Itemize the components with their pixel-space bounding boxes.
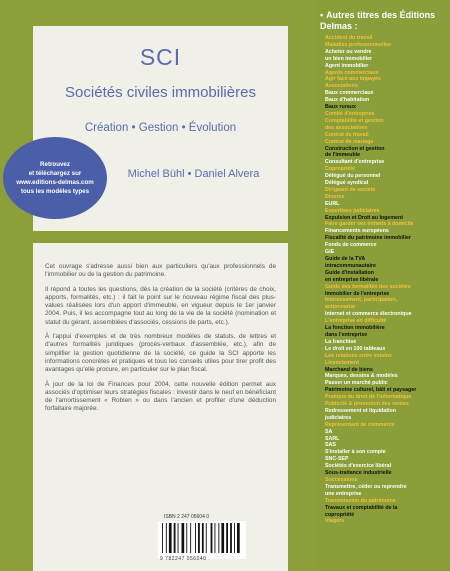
other-title-item: Comptabilité et gestion [325,117,384,124]
other-title-item: Associations [325,83,358,90]
other-title-item: Financements européens [325,228,389,235]
other-title-item: Contrat de mariage [325,138,374,145]
book-authors: Michel Bühl • Daniel Alvera [127,168,260,180]
barcode-bar [162,523,163,553]
other-title-item: dans l'entreprise [325,331,368,338]
badge-line: et téléchargez sur [28,170,82,177]
other-title-item: Licenciement [325,359,359,366]
other-title-item: Guide d'installation [325,269,374,276]
other-title-item: Transmission du patrimoine [325,497,396,504]
other-title-item: Accident du travail [325,35,373,41]
barcode-bar [215,523,216,553]
other-title-item: Baux commerciaux [325,90,374,97]
other-title-item: SA [325,428,333,435]
barcode-bars [158,521,246,555]
barcode-bar [182,523,185,553]
other-titles-heading: Autres titres des Éditions Delmas : [320,10,436,31]
barcode-bar [198,523,200,553]
other-title-item: Contrat de travail [325,131,369,138]
barcode-bar [202,523,204,553]
other-title-item: Guide des formalités des sociétés [325,283,411,290]
other-title-item: Représentant de commerce [325,421,395,428]
other-title-item: Publicité & promotion des ventes [325,401,409,408]
barcode [158,521,246,559]
other-title-item: Faire garder ses enfants à domicile [325,221,414,228]
other-title-item: S'installer à son compte [325,449,386,456]
book-title: SCI [139,44,182,70]
other-title-item: de l'immeuble [325,152,361,159]
barcode-bar [169,523,172,553]
description-paragraph: À l'appui d'exemples et de très nombreux modèles de statuts, de lettres et d'autres formalités juridiques (procès-verbaux d'assemblée, etc.), afin de simplifier la gestion quotidienne de la société, ce guide la SCI apporte les informations concrètes et pratiques et tous les conseils utiles pour tirer profit des avantages qu'elle procure, en particulier sur le plan fiscal. [45,333,276,374]
barcode-bar [237,523,240,553]
description-paragraph: Il répond à toutes les questions, dès la création de la société (critères de choix, apports, formalités, etc.) : il fait le point sur le nouveau régime fiscal des plus-values réalisées lors d'un apport d'immeuble, en vigueur depuis le 1er janvier 2004. Puis, il les accompagne tout au long de la vie de la société (nomination et statut du gérant, assemblées d'associés, cessions de parts, etc.). [45,285,276,326]
other-title-item: Acheter ou vendre [325,48,372,55]
other-title-item: Fiscalité du patrimoine immobilier [325,235,411,242]
barcode-bar [166,523,167,553]
other-title-item: Viagers [325,518,345,525]
other-title-item: un bien immobilier [325,55,373,62]
badge-line: tous les modèles types [20,188,90,195]
barcode-bar [186,523,187,553]
description-paragraph: Cet ouvrage s'adresse aussi bien aux particuliers qu'aux professionnels de l'immobilier ou de la gestion du patrimoine. [45,263,276,279]
other-title-item: SARL [325,435,340,442]
other-title-item: Expertises judiciaires [325,207,380,214]
barcode-bar [174,523,176,553]
barcode-bar [178,523,179,553]
other-title-item: Redressement et liquidation [325,407,396,414]
book-tagline: Création • Gestion • Évolution [84,122,237,134]
description-text [45,263,276,420]
other-titles-list [325,35,448,525]
other-title-item: EURL [325,200,340,207]
barcode-bar [230,523,232,553]
other-title-item: Délégué du personnel [325,173,381,180]
other-title-item: Patrimoine culturel, bâti et paysager [325,387,417,394]
other-title-item: Pratique du droit de l'informatique [325,394,412,401]
other-title-item: Expulsion et Droit au logement [325,214,403,221]
other-title-item: Maladies professionnelles [325,41,391,48]
barcode-bar [195,523,196,553]
other-title-item: Fonds de commerce [325,242,377,249]
other-title-item: une entreprise [325,490,362,497]
other-title-item: GIE [325,249,335,256]
barcode-bar [221,523,224,553]
other-title-item: Agent immobilier [325,62,369,69]
other-title-item: Agir face aux impayés [325,76,381,83]
other-title-item: Transmettre, céder ou reprendre [325,483,407,490]
other-title-item: Immobilier de l'entreprise [325,290,390,297]
description-paragraph: À jour de la loi de Finances pour 2004, cette nouvelle édition permet aux associés d'optimiser leurs stratégies fiscales : investir dans le neuf en bénéficiant de l'amortissement « Robien » ou dans l'ancien et profiter d'une déduction forfaitaire majorée. [45,380,276,413]
other-title-item: Le droit en 100 tableaux [325,345,386,352]
barcode-bar [190,523,191,553]
other-title-item: Agents commerciaux [325,69,379,76]
other-title-item: Consultant d'entreprise [325,159,385,166]
other-title-item: intracommunautaire [325,262,376,269]
other-title-item: Guide de la TVA [325,256,366,262]
other-title-item: Marques, dessins & modèles [325,373,398,380]
other-title-item: La fonction immobilière [325,325,385,332]
other-title-item: Marchand de biens [325,366,373,373]
barcode-bar [234,523,235,553]
other-title-item: Dirigeant de société [325,186,376,193]
barcode-bar [206,523,207,553]
barcode-number: 9 782247 056040 [160,556,207,562]
other-title-item: Construction et gestion [325,145,385,152]
other-title-item: L'entreprise en difficulté [325,318,387,325]
isbn-label: ISBN 2 247 05604 0 [164,514,210,520]
other-title-item: Baux ruraux [325,104,356,111]
other-title-item: Sociétés d'exercice libéral [325,463,392,470]
badge-line: Retrouvez [40,161,70,168]
other-title-item: Baux d'habitation [325,97,370,104]
book-subtitle: Sociétés civiles immobilières [65,84,256,101]
barcode-bar [226,523,228,553]
other-title-item: La franchise [325,338,357,345]
website-badge [3,137,107,219]
other-title-item: Intéressement, participation, [325,297,398,304]
other-title-item: actionnariat [325,304,356,311]
other-title-item: Travaux et comptabilité de la [325,504,398,511]
badge-line: www.editions-delmas.com [16,179,94,186]
other-titles-header [320,10,448,32]
barcode-bar [211,523,213,553]
bullet-icon: • [320,10,324,20]
other-title-item: SNC-SEP [325,456,349,463]
other-title-item: SAS [325,442,336,449]
other-title-item: des associations [325,124,368,131]
other-title-item: Successions [325,477,358,483]
other-title-item: Copropriété [325,166,356,173]
other-title-item: en entreprise libérale [325,276,379,283]
barcode-bar [218,523,219,553]
other-title-item: copropriété [325,511,355,518]
other-title-item: Passer un marché public [325,380,388,387]
other-titles-panel [316,0,450,571]
other-title-item: Comité d'entreprise [325,110,375,117]
other-title-item: Divorce [325,193,345,200]
other-title-item: Sous-traitance industrielle [325,470,392,477]
other-title-item: Délégué syndical [325,180,369,187]
other-title-item: Internet et commerce électronique [325,311,412,318]
other-title-item: judiciaires [325,414,352,421]
other-title-item: Les relations entre voisins [325,352,392,359]
